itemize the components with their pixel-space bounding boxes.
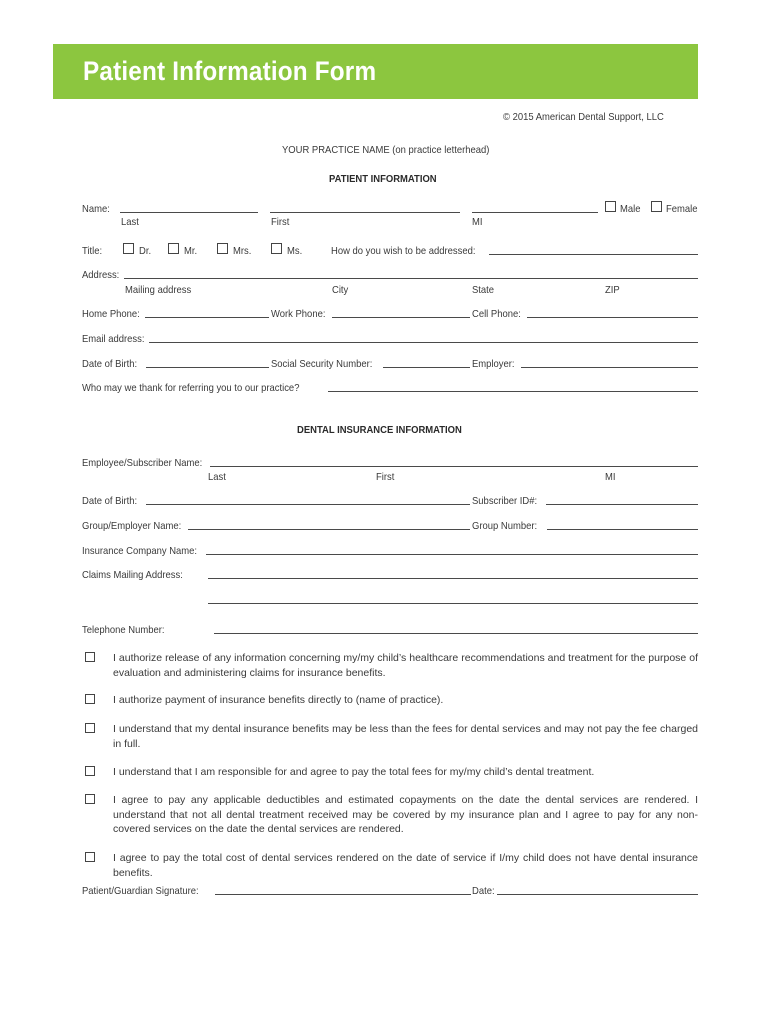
subscriber-mi-caption: MI (605, 471, 616, 483)
ms-label: Ms. (287, 245, 303, 257)
address-how-label: How do you wish to be addressed: (331, 245, 476, 257)
email-label: Email address: (82, 333, 145, 345)
agreement-checkbox-3[interactable] (85, 723, 95, 733)
agreement-text-6: I agree to pay the total cost of dental services rendered on the date of service if I/my child does not have dental insurance benefits. (113, 852, 698, 879)
subscriber-last-caption: Last (208, 471, 226, 483)
last-name-field[interactable] (120, 212, 258, 213)
mr-label: Mr. (184, 245, 198, 257)
subscriber-label: Employee/Subscriber Name: (82, 457, 203, 469)
agreement-text-3: I understand that my dental insurance benefits may be less than the fees for dental services and may not pay the fee charged in full. (113, 723, 698, 750)
patient-info-heading: PATIENT INFORMATION (329, 173, 437, 185)
mailing-caption: Mailing address (125, 284, 192, 296)
agreement-text-1: I authorize release of any information concerning my/my child’s healthcare recommendations and treatment for the purpose of evaluation and administering claims for insurance benefits. (113, 652, 698, 679)
work-phone-field[interactable] (332, 317, 470, 318)
dr-checkbox[interactable] (123, 243, 134, 254)
agreement-text-2: I authorize payment of insurance benefits directly to (name of practice). (113, 694, 444, 706)
address-field[interactable] (124, 278, 698, 279)
dr-label: Dr. (139, 245, 152, 257)
ins-dob-label: Date of Birth: (82, 495, 138, 507)
ssn-label: Social Security Number: (271, 358, 373, 370)
dob-label: Date of Birth: (82, 358, 138, 370)
agreement-text-4: I understand that I am responsible for and agree to pay the total fees for my/my child’s dental treatment. (113, 766, 595, 778)
agreement-checkbox-5[interactable] (85, 794, 95, 804)
address-how-field[interactable] (489, 254, 698, 255)
mi-caption: MI (472, 216, 483, 228)
agreement-checkbox-4[interactable] (85, 766, 95, 776)
date-field[interactable] (497, 894, 698, 895)
first-caption: First (271, 216, 290, 228)
telephone-field[interactable] (214, 633, 698, 634)
subscriber-id-label: Subscriber ID#: (472, 495, 538, 507)
ins-dob-field[interactable] (146, 504, 470, 505)
company-name-label: Insurance Company Name: (82, 545, 198, 557)
subscriber-first-caption: First (376, 471, 395, 483)
ms-checkbox[interactable] (271, 243, 282, 254)
claims-address-field-2[interactable] (208, 603, 698, 604)
address-label: Address: (82, 269, 120, 281)
group-number-label: Group Number: (472, 520, 538, 532)
home-phone-label: Home Phone: (82, 308, 140, 320)
agreement-checkbox-1[interactable] (85, 652, 95, 662)
mrs-checkbox[interactable] (217, 243, 228, 254)
company-name-field[interactable] (206, 554, 698, 555)
agreement-checkbox-2[interactable] (85, 694, 95, 704)
copyright-text: © 2015 American Dental Support, LLC (503, 111, 664, 123)
insurance-heading: DENTAL INSURANCE INFORMATION (297, 424, 462, 436)
work-phone-label: Work Phone: (271, 308, 326, 320)
mrs-label: Mrs. (233, 245, 252, 257)
telephone-label: Telephone Number: (82, 624, 165, 636)
agreement-checkbox-6[interactable] (85, 852, 95, 862)
cell-phone-label: Cell Phone: (472, 308, 521, 320)
male-label: Male (620, 203, 641, 215)
signature-label: Patient/Guardian Signature: (82, 885, 199, 897)
subscriber-id-field[interactable] (546, 504, 698, 505)
ssn-field[interactable] (383, 367, 470, 368)
form-header-banner (53, 44, 698, 99)
referral-field[interactable] (328, 391, 698, 392)
mr-checkbox[interactable] (168, 243, 179, 254)
first-name-field[interactable] (270, 212, 460, 213)
subscriber-name-field[interactable] (210, 466, 698, 467)
last-caption: Last (121, 216, 139, 228)
female-label: Female (666, 203, 698, 215)
male-checkbox[interactable] (605, 201, 616, 212)
zip-caption: ZIP (605, 284, 620, 296)
email-field[interactable] (149, 342, 698, 343)
referral-label: Who may we thank for referring you to our practice? (82, 382, 300, 394)
form-title: Patient Information Form (83, 56, 377, 86)
female-checkbox[interactable] (651, 201, 662, 212)
practice-name: YOUR PRACTICE NAME (on practice letterhead) (282, 144, 490, 156)
signature-field[interactable] (215, 894, 471, 895)
group-employer-label: Group/Employer Name: (82, 520, 182, 532)
state-caption: State (472, 284, 495, 296)
name-label: Name: (82, 203, 110, 215)
city-caption: City (332, 284, 349, 296)
claims-address-label: Claims Mailing Address: (82, 569, 183, 581)
mi-field[interactable] (472, 212, 598, 213)
dob-field[interactable] (146, 367, 269, 368)
title-label: Title: (82, 245, 103, 257)
date-label: Date: (472, 885, 495, 897)
employer-label: Employer: (472, 358, 515, 370)
employer-field[interactable] (521, 367, 698, 368)
claims-address-field-1[interactable] (208, 578, 698, 579)
agreement-text-5: I agree to pay any applicable deductibles and estimated copayments on the date the dental services are rendered. I understand that not all dental treatment received may be covered by my insurance plan and I agree to pay for any non-covered services on the date the dental services are rendered. (113, 794, 698, 835)
cell-phone-field[interactable] (527, 317, 698, 318)
home-phone-field[interactable] (145, 317, 269, 318)
group-number-field[interactable] (547, 529, 698, 530)
group-employer-field[interactable] (188, 529, 470, 530)
